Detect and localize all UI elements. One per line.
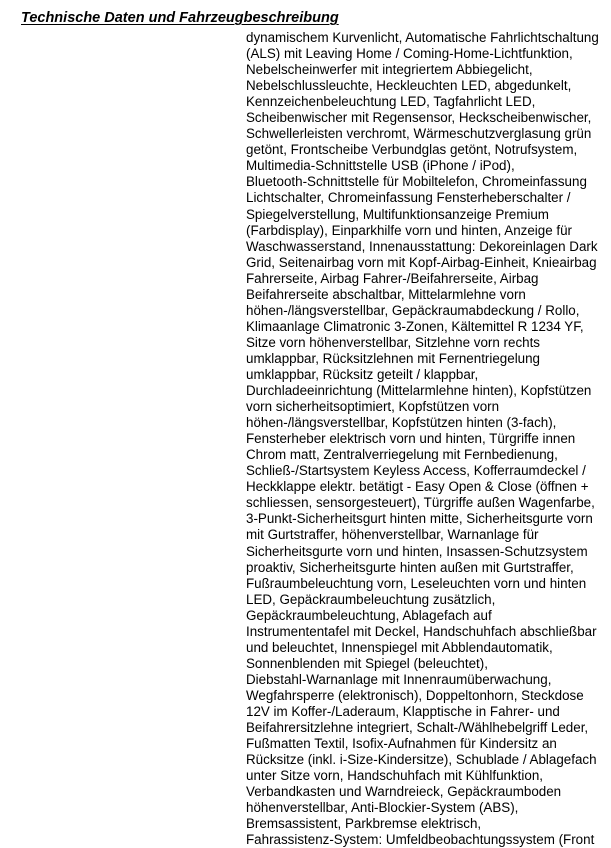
description-line: Fahrerseite, Airbag Fahrer-/Beifahrerseite, Airbag [246, 270, 539, 286]
vehicle-description-text [246, 30, 608, 848]
description-line: Sitze vorn höhenverstellbar, Sitzlehne vorn rechts [246, 334, 541, 350]
description-line: Fußraumbeleuchtung vorn, Leseleuchten vorn und hinten [246, 575, 587, 591]
description-line: Nebelschlussleuchte, Heckleuchten LED, abgedunkelt, [246, 78, 572, 94]
description-line: Chrom matt, Zentralverriegelung mit Fernbedienung, [246, 447, 558, 463]
description-line: Waschwasserstand, Innenausstattung: Dekoreinlagen Dark [246, 238, 598, 254]
description-line: 12V im Koffer-/Laderaum, Klapptische in Fahrer- und [246, 703, 560, 719]
description-line: Beifahrerseite abschaltbar, Mittelarmlehne vorn [246, 286, 526, 302]
description-line: Rücksitze (inkl. i-Size-Kindersitze), Schublade / Ablagefach [246, 752, 597, 768]
description-line: LED, Gepäckraumbeleuchtung zusätzlich, [246, 591, 496, 607]
description-line: Bremsassistent, Parkbremse elektrisch, [246, 816, 482, 832]
description-line: umklappbar, Rücksitz geteilt / klappbar, [246, 366, 479, 382]
description-line: höhen-/längsverstellbar, Kopfstützen hinten (3-fach), [246, 415, 557, 431]
description-line: (ALS) mit Leaving Home / Coming-Home-Lichtfunktion, [246, 46, 573, 62]
description-line: Diebstahl-Warnanlage mit Innenraumüberwachung, [246, 671, 552, 687]
description-line: und beleuchtet, Innenspiegel mit Abblendautomatik, [246, 639, 553, 655]
description-line: Beifahrersitzlehne integriert, Schalt-/Wählhebelgriff Leder, [246, 720, 589, 736]
description-line: Grid, Seitenairbag vorn mit Kopf-Airbag-Einheit, Knieairbag [246, 254, 597, 270]
description-line: Multimedia-Schnittstelle USB (iPhone / iPod), [246, 158, 515, 174]
description-line: Sicherheitsgurte vorn und hinten, Insassen-Schutzsystem [246, 543, 588, 559]
description-line: Bluetooth-Schnittstelle für Mobiltelefon, Chromeinfassung [246, 174, 587, 190]
description-line: schliessen, sensorgesteuert), Türgriffe außen Wagenfarbe, [246, 495, 595, 511]
description-line: (Farbdisplay), Einparkhilfe vorn und hinten, Anzeige für [246, 222, 573, 238]
description-line: mit Gurtstraffer, höhenverstellbar, Warnanlage für [246, 527, 539, 543]
description-line: Heckklappe elektr. betätigt - Easy Open & Close (öffnen + [246, 479, 589, 495]
description-line: vorn sicherheitsoptimiert, Kopfstützen vorn [246, 399, 500, 415]
description-line: Schwellerleisten verchromt, Wärmeschutzverglasung grün [246, 126, 592, 142]
description-line: proaktiv, Sicherheitsgurte hinten außen mit Gurtstraffer, [246, 559, 574, 575]
description-line: Lichtschalter, Chromeinfassung Fensterheberschalter / [246, 190, 571, 206]
description-line: höhenverstellbar, Anti-Blockier-System (ABS), [246, 800, 519, 816]
description-line: dynamischem Kurvenlicht, Automatische Fahrlichtschaltung [246, 30, 599, 45]
description-line: Sonnenblenden mit Spiegel (beleuchtet), [246, 655, 488, 671]
description-line: Fahrassistenz-System: Umfeldbeobachtungssystem (Front [246, 832, 595, 848]
description-line: höhen-/längsverstellbar, Gepäckraumabdeckung / Rollo, [246, 302, 580, 318]
description-line: Nebelscheinwerfer mit integriertem Abbiegelicht, [246, 62, 533, 78]
description-line: Instrumententafel mit Deckel, Handschuhfach abschließbar [246, 623, 597, 639]
description-line: Wegfahrsperre (elektronisch), Doppeltonhorn, Steckdose [246, 687, 584, 703]
description-line: Durchladeeinrichtung (Mittelarmlehne hinten), Kopfstützen [246, 383, 592, 399]
description-line: Kennzeichenbeleuchtung LED, Tagfahrlicht LED, [246, 94, 536, 110]
description-line: Fensterheber elektrisch vorn und hinten, Türgriffe innen [246, 431, 576, 447]
description-line: Gepäckraumbeleuchtung, Ablagefach auf [246, 607, 492, 623]
description-line: Scheibenwischer mit Regensensor, Heckscheibenwischer, [246, 110, 592, 126]
description-line: Spiegelverstellung, Multifunktionsanzeige Premium [246, 206, 549, 222]
description-line: 3-Punkt-Sicherheitsgurt hinten mitte, Sicherheitsgurte vorn [246, 511, 593, 527]
description-line: Schließ-/Startsystem Keyless Access, Kofferraumdeckel / [246, 463, 586, 479]
description-line: Fußmatten Textil, Isofix-Aufnahmen für Kindersitz an [246, 736, 557, 752]
description-line: umklappbar, Rücksitzlehnen mit Fernentriegelung [246, 350, 541, 366]
description-line: getönt, Frontscheibe Verbundglas getönt, Notrufsystem, [246, 142, 578, 158]
description-line: Verbandkasten und Warndreieck, Gepäckraumboden [246, 784, 562, 800]
description-line: unter Sitze vorn, Handschuhfach mit Kühlfunktion, [246, 768, 543, 784]
description-line: Klimaanlage Climatronic 3-Zonen, Kältemittel R 1234 YF, [246, 318, 584, 334]
page-title: Technische Daten und Fahrzeugbeschreibung [21, 10, 339, 26]
